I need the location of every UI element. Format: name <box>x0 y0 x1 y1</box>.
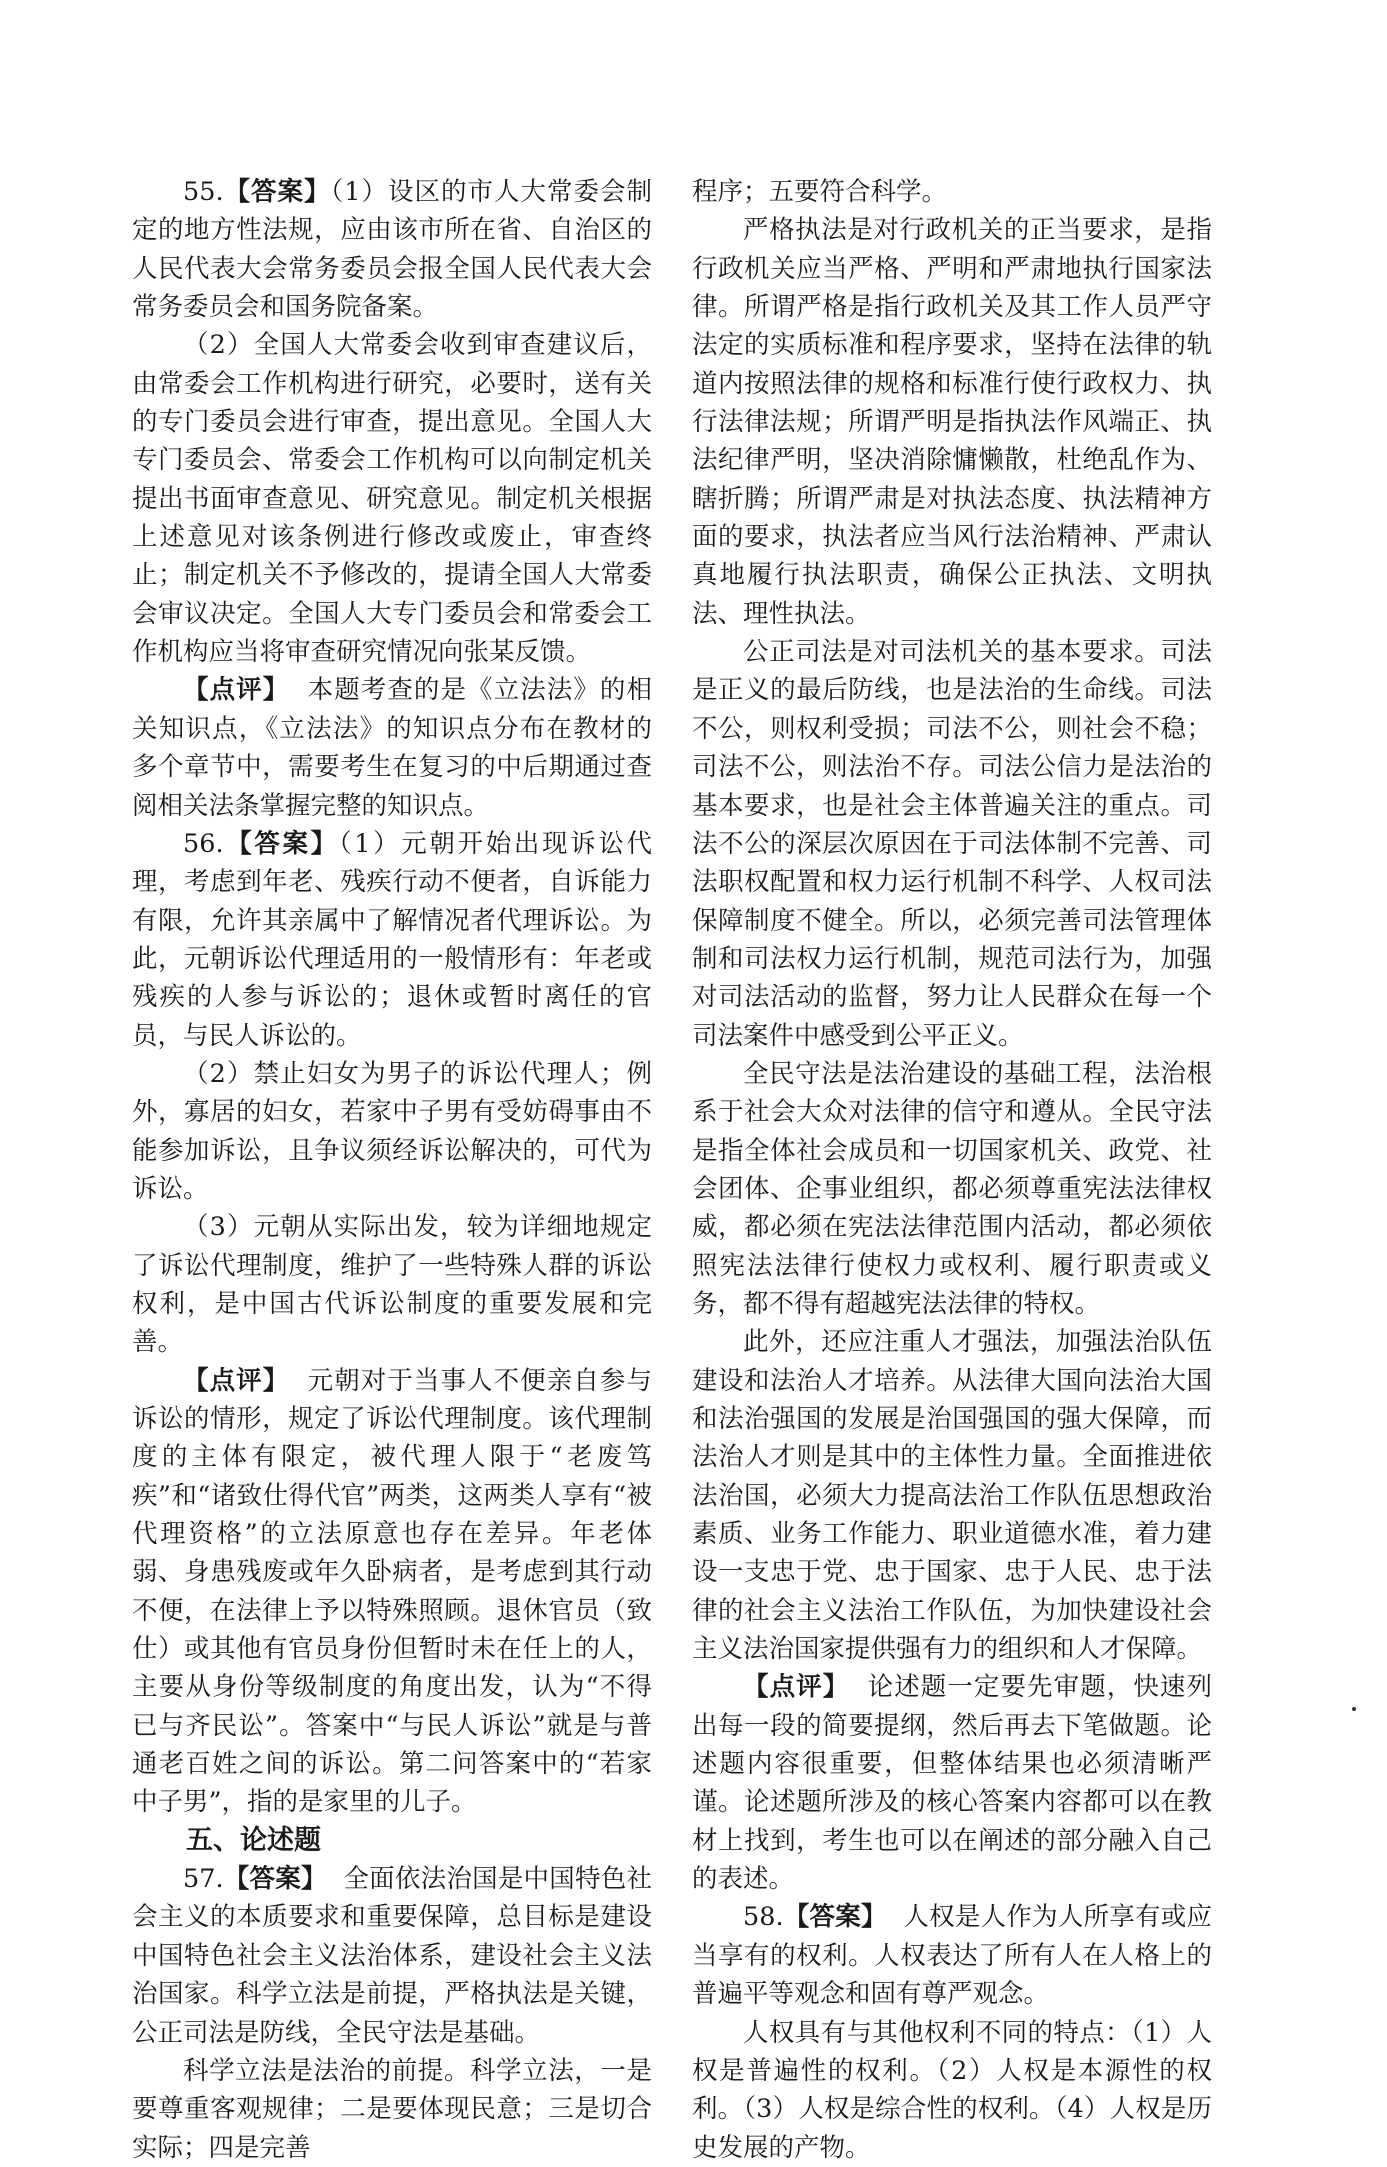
left-column <box>132 173 652 2167</box>
answer-56-part1 <box>132 825 652 1055</box>
answer-tag: 【答案】 <box>223 177 331 207</box>
scan-speck <box>1352 1707 1356 1711</box>
section-heading: 五、论述题 <box>186 1824 321 1856</box>
question-number: 55. <box>183 177 224 207</box>
answer-57-law-abiding: 全民守法是法治建设的基础工程，法治根系于社会大众对法律的信守和遵从。全民守法是指全体社会成员和一切国家机关、政党、社会团体、企事业组织，都必须尊重宪法法律权威，都必须在宪法法律范围内活动，都必须依照宪法法律行使权力或权利、履行职责或义务，都不得有超越宪法法律的特权。 <box>692 1058 1212 1319</box>
answer-tag: 【答案】 <box>223 828 339 859</box>
answer-55-part1 <box>132 173 652 326</box>
review-56 <box>132 1362 652 1822</box>
right-column <box>692 173 1212 2167</box>
question-number: 56. <box>183 828 224 859</box>
review-text: 元朝对于当事人不便亲自参与诉讼的情形，规定了诉讼代理制度。该代理制度的主体有限定，被代理人限于“老废笃疾”和“诸致仕得代官”两类，这两类人享有“被代理资格”的立法原意也存在差异。年老体弱、身患残废或年久卧病者，是考虑到其行动不便，在法律上予以特殊照顾。退休官员（致仕）或其他有官员身份但暂时未在任上的人，主要从身份等级制度的角度出发，认为“不得已与齐民讼”。答案中“与民人诉讼”就是与普通老百姓之间的诉讼。第二问答案中的“若家中子男”，指的是家里的儿子。 <box>132 1365 652 1818</box>
question-number: 57. <box>183 1864 224 1895</box>
review-tag: 【点评】 <box>743 1672 850 1703</box>
question-number: 58. <box>743 1902 784 1933</box>
answer-text: （1）元朝开始出现诉讼代理，考虑到年老、残疾行动不便者，自诉能力有限，允许其亲属中了解情况者代理诉讼。为此，元朝诉讼代理适用的一般情形有：年老或残疾的人参与诉讼的；退休或暂时离任的官员，与民人诉讼的。 <box>132 828 652 1051</box>
review-text: 论述题一定要先审题，快速列出每一段的简要提纲，然后再去下笔做题。论述题内容很重要，但整体结果也必须清晰严谨。论述题所涉及的核心答案内容都可以在教材上找到，考生也可以在阐述的部分融入自己的表述。 <box>692 1672 1212 1895</box>
answer-57-talent: 此外，还应注重人才强法，加强法治队伍建设和法治人才培养。从法律大国向法治大国和法治强国的发展是治国强国的强大保障，而法治人才则是其中的主体性力量。全面推进依法治国，必须大力提高法治工作队伍思想政治素质、业务工作能力、职业道德水准，着力建设一支忠于党、忠于国家、忠于人民、忠于法律的社会主义法治工作队伍，为加快建设社会主义法治国家提供强有力的组织和人才保障。 <box>692 1327 1212 1665</box>
answer-tag: 【答案】 <box>223 1864 327 1895</box>
answer-text: 全面依法治国是中国特色社会主义的本质要求和重要保障，总目标是建设中国特色社会主义法治体系，建设社会主义法治国家。科学立法是前提，严格执法是关键，公正司法是防线，全民守法是基础。 <box>132 1864 652 2048</box>
review-text: 本题考查的是《立法法》的相关知识点，《立法法》的知识点分布在教材的多个章节中，需要考生在复习的中后期通过查阅相关法条掌握完整的知识点。 <box>132 675 652 821</box>
review-57 <box>692 1668 1212 1898</box>
answer-tag: 【答案】 <box>783 1902 887 1933</box>
answer-56-part2: （2）禁止妇女为男子的诉讼代理人；例外，寡居的妇女，若家中子男有受妨碍事由不能参加诉讼，且争议须经诉讼解决的，可代为诉讼。 <box>132 1058 652 1204</box>
answer-text: （1）设区的市人大常委会制定的地方性法规，应由该市所在省、自治区的人民代表大会常务委员会报全国人民代表大会常务委员会和国务院备案。 <box>132 177 652 323</box>
review-55 <box>132 671 652 824</box>
answer-57-continued: 程序；五要符合科学。 <box>692 177 948 207</box>
answer-text: 人权是人作为人所享有或应当享有的权利。人权表达了所有人在人格上的普遍平等观念和固有尊严观念。 <box>692 1902 1212 2010</box>
answer-57-part1 <box>132 1860 652 2052</box>
answer-55-part2: （2）全国人大常委会收到审查建议后，由常委会工作机构进行研究，必要时，送有关的专门委员会进行审查，提出意见。全国人大专门委员会、常委会工作机构可以向制定机关提出书面审查意见、研究意见。制定机关根据上述意见对该条例进行修改或废止，审查终止；制定机关不予修改的，提请全国人大常委会审议决定。全国人大专门委员会和常委会工作机构应当将审查研究情况向张某反馈。 <box>132 330 652 668</box>
review-tag: 【点评】 <box>183 675 290 706</box>
answer-58-part1 <box>692 1898 1212 2013</box>
answer-57-fair-justice: 公正司法是对司法机关的基本要求。司法是正义的最后防线，也是法治的生命线。司法不公，则权利受损；司法不公，则社会不稳；司法不公，则法治不存。司法公信力是法治的基本要求，也是社会主体普遍关注的重点。司法不公的深层次原因在于司法体制不完善、司法职权配置和权力运行机制不科学、人权司法保障制度不健全。所以，必须完善司法管理体制和司法权力运行机制，规范司法行为，加强对司法活动的监督，努力让人民群众在每一个司法案件中感受到公平正义。 <box>692 637 1212 1051</box>
review-tag: 【点评】 <box>183 1365 290 1396</box>
answer-56-part3: （3）元朝从实际出发，较为详细地规定了诉讼代理制度，维护了一些特殊人群的诉讼权利，是中国古代诉讼制度的重要发展和完善。 <box>132 1212 652 1358</box>
answer-58-part2: 人权具有与其他权利不同的特点：（1）人权是普遍性的权利。（2）人权是本源性的权利。（3）人权是综合性的权利。（4）人权是历史发展的产物。 <box>692 2017 1212 2163</box>
answer-57-strict-enforcement: 严格执法是对行政机关的正当要求，是指行政机关应当严格、严明和严肃地执行国家法律。所谓严格是指行政机关及其工作人员严守法定的实质标准和程序要求，坚持在法律的轨道内按照法律的规格和标准行使行政权力、执行法律法规；所谓严明是指执法作风端正、执法纪律严明，坚决消除慵懒散，杜绝乱作为、瞎折腾；所谓严肃是对执法态度、执法精神方面的要求，执法者应当风行法治精神、严肃认真地履行执法职责，确保公正执法、文明执法、理性执法。 <box>692 215 1212 629</box>
answer-57-part2: 科学立法是法治的前提。科学立法，一是要尊重客观规律；二是要体现民意；三是切合实际；四是完善 <box>132 2055 652 2163</box>
